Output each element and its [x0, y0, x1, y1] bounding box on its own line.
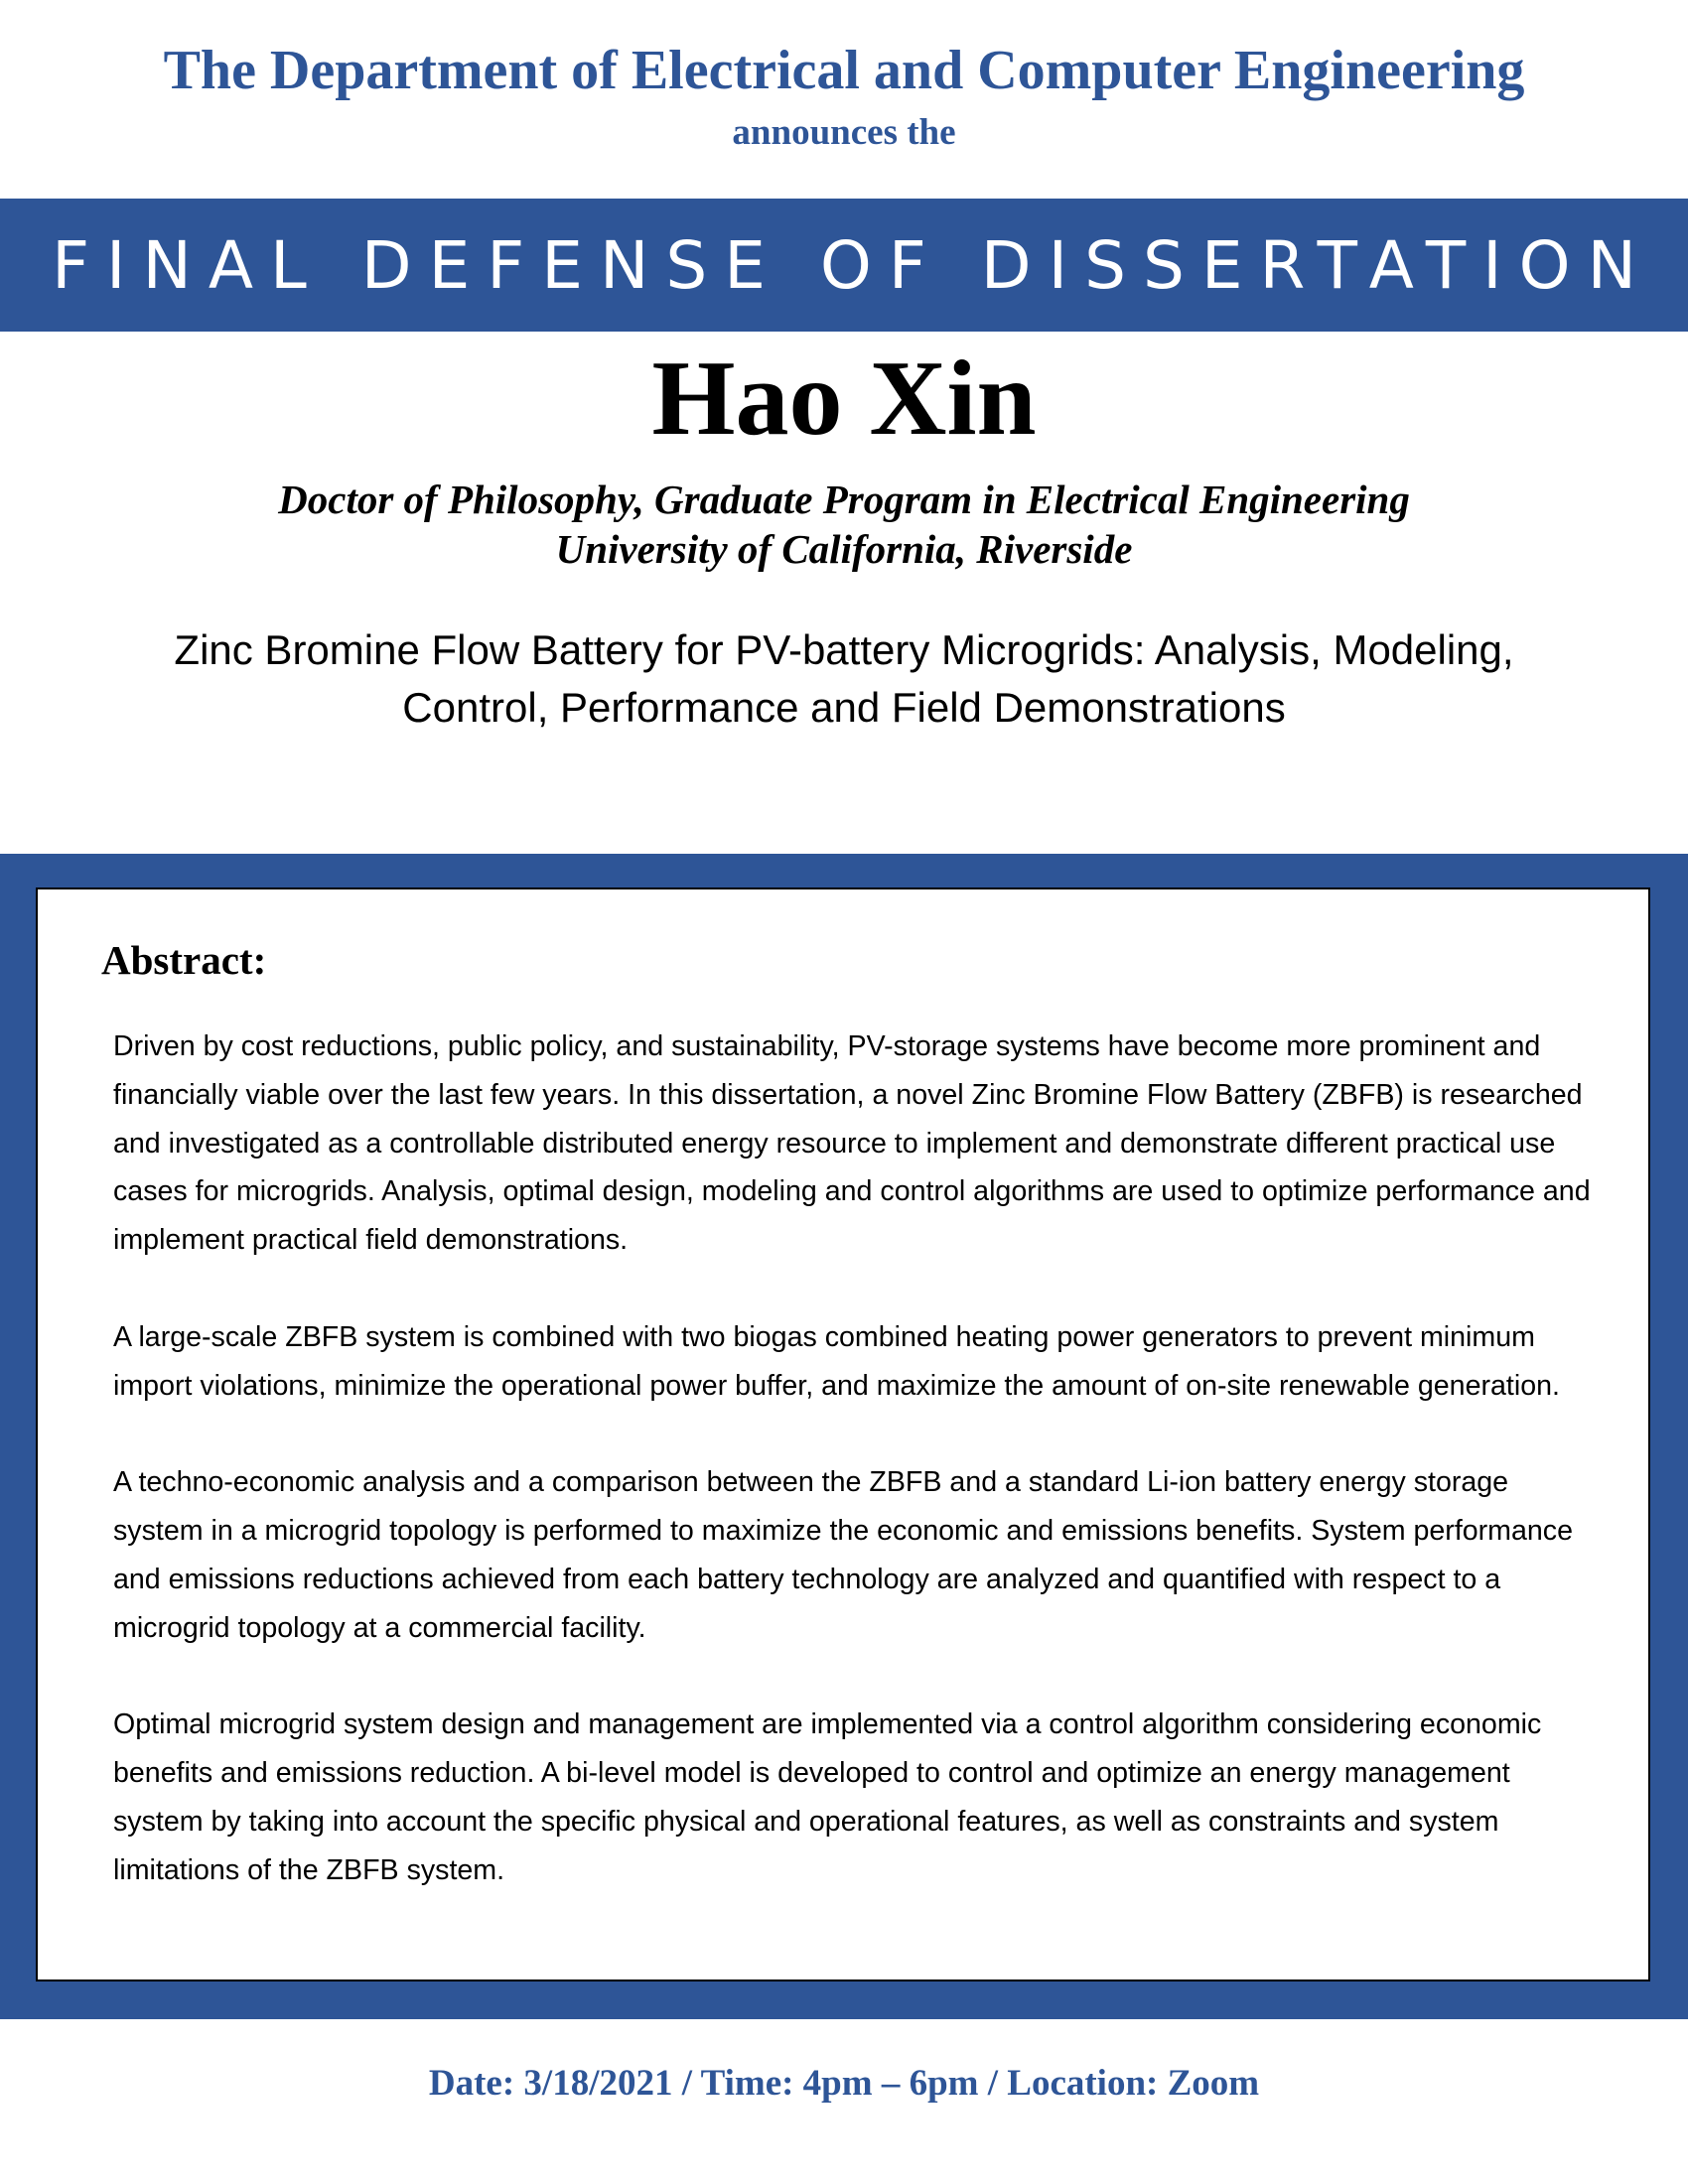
abstract-frame — [0, 854, 1688, 2019]
department-heading: The Department of Electrical and Computer Engineering — [163, 40, 1525, 101]
event-details: Date: 3/18/2021 / Time: 4pm – 6pm / Location: Zoom — [428, 2063, 1260, 2104]
dissertation-title-line-1: Zinc Bromine Flow Battery for PV-battery Microgrids: Analysis, Modeling, — [174, 626, 1514, 673]
abstract-paragraph-4: Optimal microgrid system design and management are implemented via a control algorithm considering economic benefits and emissions reduction. A bi-level model is developed to control and optimize an energy management system by taking into account the specific physical and operational features, as well as constraints and system limitations of the ZBFB system. — [113, 1708, 1542, 1886]
title-banner — [0, 199, 1688, 332]
degree-block — [0, 475, 1688, 574]
abstract-paragraph-2: A large-scale ZBFB system is combined with two biogas combined heating power generators to prevent minimum import violations, minimize the operational power buffer, and maximize the amount of on-site renewable generation. — [113, 1320, 1560, 1402]
abstract-body — [113, 1023, 1603, 1943]
degree-university: University of California, Riverside — [555, 526, 1133, 572]
announces-text: announces the — [732, 112, 956, 153]
degree-program: Doctor of Philosophy, Graduate Program in Electrical Engineering — [278, 477, 1410, 522]
dissertation-title-line-2: Control, Performance and Field Demonstrations — [402, 684, 1286, 731]
banner-text: FINAL DEFENSE OF DISSERTATION — [52, 226, 1653, 304]
abstract-paragraph-3: A techno-economic analysis and a comparison between the ZBFB and a standard Li-ion battery energy storage system in a microgrid topology is performed to maximize the economic and emissions benefits. System performance and emissions reductions achieved from each battery technology are analyzed and quantified with respect to a microgrid topology at a commercial facility. — [113, 1466, 1574, 1644]
abstract-heading: Abstract: — [101, 937, 267, 983]
abstract-panel — [36, 887, 1650, 1981]
dissertation-title — [0, 621, 1688, 737]
candidate-name: Hao Xin — [651, 340, 1037, 458]
abstract-paragraph-1: Driven by cost reductions, public policy, and sustainability, PV-storage systems have become more prominent and financially viable over the last few years. In this dissertation, a novel Zinc Bromine Flow Battery (ZBFB) is researched and investigated as a controllable distributed energy resource to implement and demonstrate different practical use cases for microgrids. Analysis, optimal design, modeling and control algorithms are used to optimize performance and implement practical field demonstrations. — [113, 1030, 1591, 1257]
